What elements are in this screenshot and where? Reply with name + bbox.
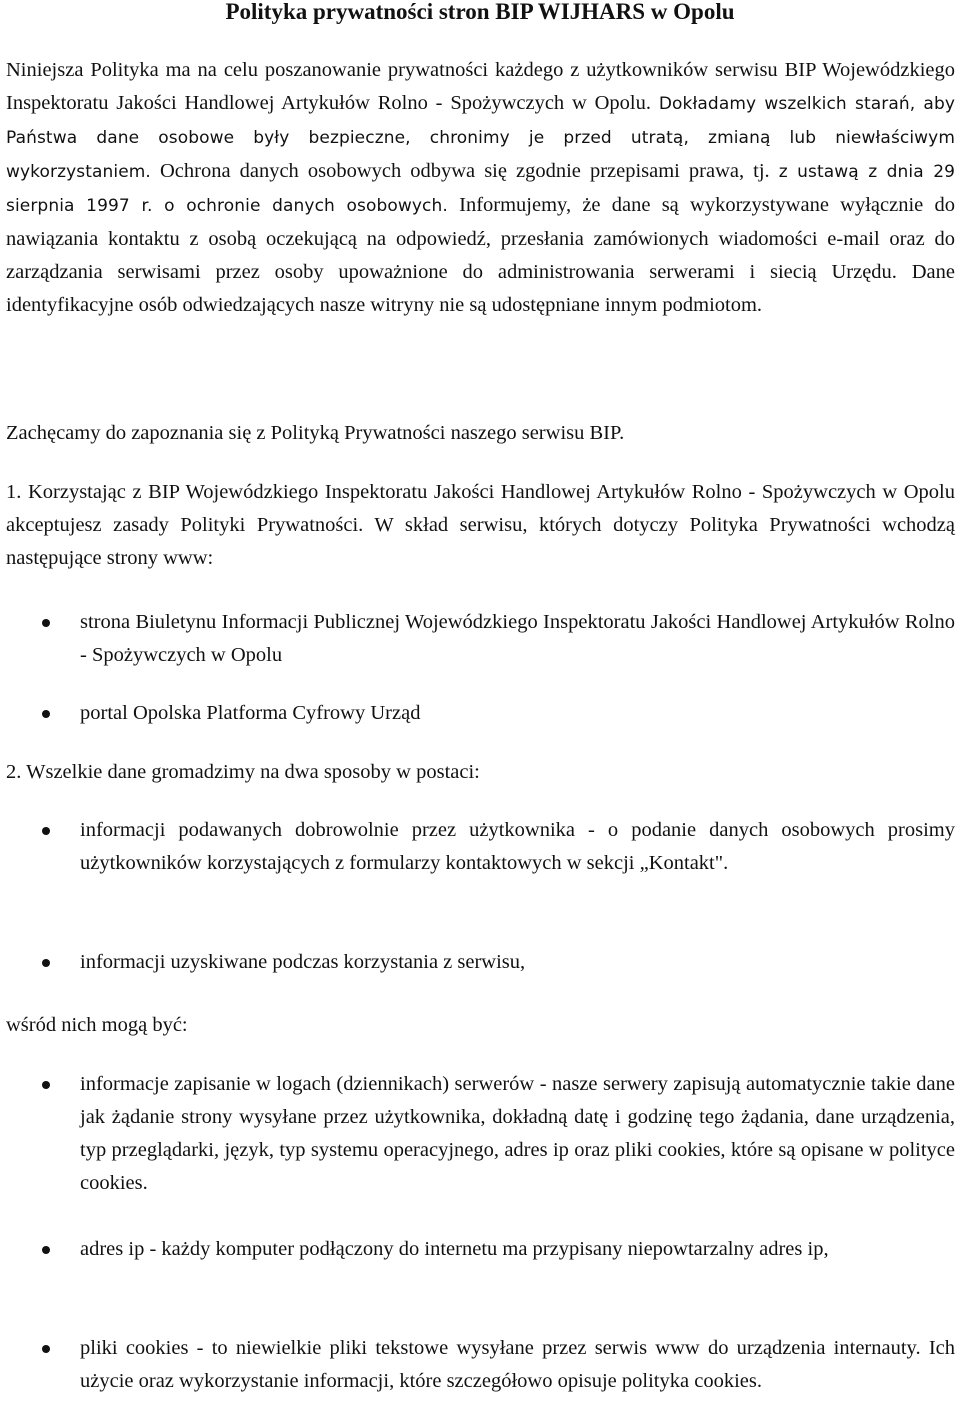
section-2-text: 2. Wszelkie dane gromadzimy na dwa sposoby w postaci: — [6, 761, 480, 783]
list-item-text: informacji uzyskiwane podczas korzystania z serwisu, — [80, 951, 526, 973]
intro-part-d: z ustawą z dnia 29 sierpnia 1997 r. o ochronie danych osobowych. — [6, 162, 956, 216]
list-item-text: strona Biuletynu Informacji Publicznej Wojewódzkiego Inspektoratu Jakości Handlowej Artykułów Rolno - Spożywczych w Opolu — [80, 611, 955, 666]
intro-part-b: Dokładamy wszelkich starań, aby Państwa dane osobowe były bezpieczne, chronimy je przed utratą, zmianą lub niewłaściwym wykorzystaniem. — [6, 94, 956, 182]
list-item-text: pliki cookies - to niewielkie pliki tekstowe wysyłane przez serwis www do urządzenia internauty. Ich użycie oraz wykorzystanie informacji, które szczegółowo opisuje polityka cookies. — [80, 1337, 955, 1392]
page-title: Polityka prywatności stron BIP WIJHARS w Opolu — [225, 0, 735, 24]
list-item-text: portal Opolska Platforma Cyfrowy Urząd — [80, 702, 421, 724]
intro-part-a: Niniejsza Polityka ma na celu poszanowanie prywatności każdego z użytkowników serwisu BIP Wojewódzkiego Inspektoratu Jakości Handlowej Artykułów Rolno - Spożywczych w Opolu. — [6, 59, 955, 114]
intro-part-f: Dane identyfikacyjne osób odwiedzających nasze witryny nie są udostępniane innym podmiotom. — [6, 261, 955, 316]
bullet-icon — [42, 1345, 50, 1353]
bullet-icon — [42, 619, 50, 627]
section-1-text: 1. Korzystając z BIP Wojewódzkiego Inspektoratu Jakości Handlowej Artykułów Rolno - Spożywczych w Opolu akceptujesz zasady Polityki Prywatności. W skład serwisu, których dotyczy Polityka Prywatności wchodzą następujące strony www: — [6, 481, 955, 569]
list-item-text: informacje zapisanie w logach (dziennikach) serwerów - nasze serwery zapisują automatycznie takie dane jak żądanie strony wysyłane przez użytkownika, dokładną datę i godzinę tego żądania, dane urządzenia, typ przeglądarki, język, typ systemu operacyjnego, adres ip oraz pliki cookies, które są opisane w polityce cookies. — [80, 1073, 955, 1194]
encourage-paragraph: Zachęcamy do zapoznania się z Polityką Prywatności naszego serwisu BIP. — [6, 422, 625, 444]
intro-part-e: Informujemy, że dane są wykorzystywane wyłącznie do nawiązania kontaktu z osobą oczekującą na odpowiedź, przesłania zamówionych wiadomości e-mail oraz do zarządzania serwisami przez osoby upoważnione do administrowania serwerami i siecią Urzędu. — [6, 194, 956, 283]
list-item-text: informacji podawanych dobrowolnie przez użytkownika - o podanie danych osobowych prosimy użytkowników korzystających z formularzy kontaktowych w sekcji „Kontakt". — [80, 819, 955, 874]
intro-part-c: Ochrona danych osobowych odbywa się zgodnie przepisami prawa, tj. — [159, 160, 770, 182]
bullet-icon — [42, 1081, 50, 1089]
bullet-icon — [42, 710, 50, 718]
list-item-text: adres ip - każdy komputer podłączony do internetu ma przypisany niepowtarzalny adres ip, — [80, 1238, 829, 1260]
among-text: wśród nich mogą być: — [6, 1014, 188, 1036]
bullet-icon — [42, 1246, 50, 1254]
bullet-icon — [42, 827, 50, 835]
intro-paragraph — [6, 54, 955, 322]
bullet-icon — [42, 959, 50, 967]
